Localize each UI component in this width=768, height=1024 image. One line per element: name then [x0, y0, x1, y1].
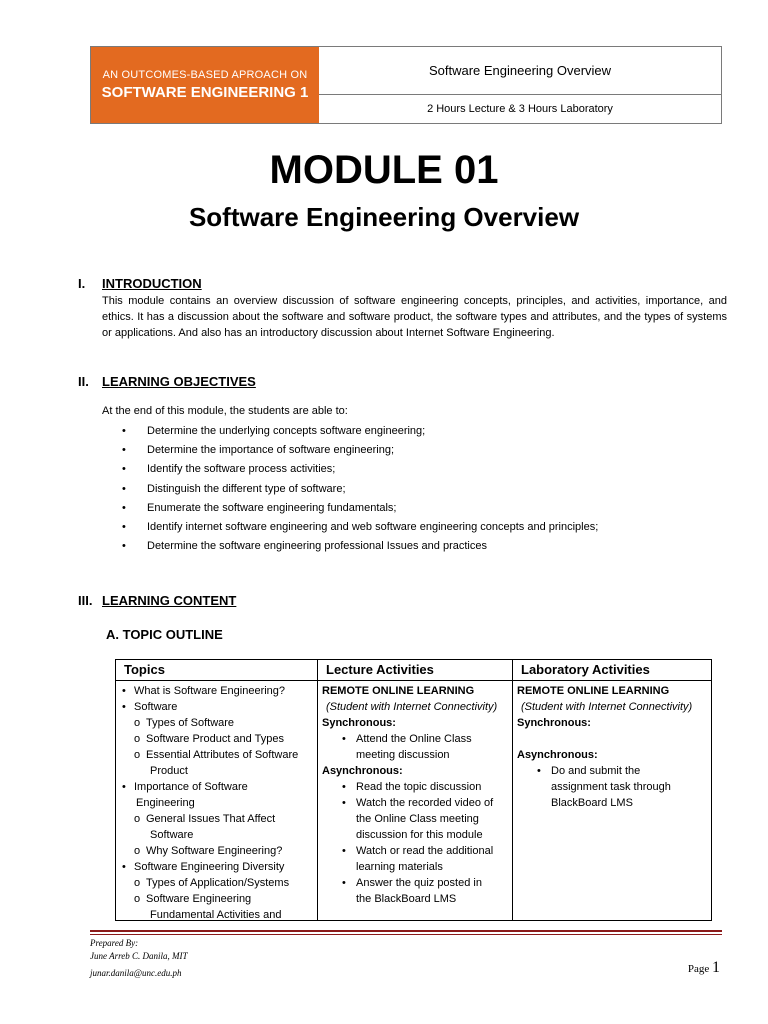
list-item [120, 747, 313, 763]
course-banner [91, 47, 319, 123]
list-item [120, 683, 313, 699]
list-item [120, 843, 313, 859]
list-item [322, 875, 508, 891]
topic-text-continued: Software [150, 829, 194, 841]
objectives-list [102, 423, 598, 557]
topic-text: General Issues That Affect [146, 813, 276, 825]
bullet: • [342, 845, 346, 857]
bullet: o [134, 733, 141, 745]
bullet: • [122, 482, 126, 495]
list-item [322, 795, 508, 811]
footer-rule [90, 934, 722, 935]
synchronous-label: Synchronous: [322, 717, 396, 729]
learning-mode: REMOTE ONLINE LEARNING [322, 685, 475, 697]
bullet: • [122, 463, 126, 476]
bullet: • [342, 781, 346, 793]
objective-text: Determine the underlying concepts software engineering; [147, 425, 426, 437]
topic-text: Software [134, 701, 178, 713]
list-item [120, 875, 313, 891]
topic-text-continued: Product [150, 765, 188, 777]
topic-text: What is Software Engineering? [134, 685, 286, 697]
bullet: • [122, 425, 126, 437]
topic-text: Types of Application/Systems [146, 877, 290, 889]
topics-cell [116, 681, 318, 921]
topic-text: Importance of Software [134, 781, 248, 793]
list-item [120, 731, 313, 747]
module-title: Software Engineering Overview [188, 202, 580, 232]
course-title: SOFTWARE ENGINEERING 1 [101, 84, 309, 101]
section-title: LEARNING CONTENT [102, 593, 237, 608]
section-number: III. [78, 593, 93, 608]
column-header-lecture: Lecture Activities [318, 660, 513, 680]
module-number: MODULE 01 [269, 148, 499, 192]
header-topic: Software Engineering Overview [319, 47, 721, 95]
topic-outline-heading: A. TOPIC OUTLINE [106, 627, 223, 642]
list-item [102, 481, 598, 500]
bullet: • [342, 797, 346, 809]
bullet: o [134, 845, 141, 857]
lecture-activities-cell [318, 681, 513, 921]
activity-text: Read the topic discussion [356, 781, 482, 793]
activity-text: Attend the Online Class [356, 733, 472, 745]
objectives-lead: At the end of this module, the students are able to: [102, 405, 348, 417]
topic-text-continued: Engineering [136, 797, 195, 809]
activity-text-continued: learning materials [356, 861, 443, 873]
bullet: o [134, 749, 141, 761]
activity-text-continued: discussion for this module [356, 829, 483, 841]
section-number: I. [78, 276, 86, 291]
objective-text: Identify the software process activities; [147, 463, 336, 476]
bullet: • [122, 444, 126, 457]
bullet: • [122, 501, 126, 514]
bullet: • [342, 733, 346, 745]
activity-text: Do and submit the [551, 765, 641, 777]
introduction-body: This module contains an overview discussion of software engineering concepts, principles, and activities, importance, and ethics. It has a discussion about the software and software product, the software types and attributes, and the types of systems or applications. And also has an introductory discussion about Internet Software Engineering. [102, 295, 727, 339]
objective-text: Enumerate the software engineering fundamentals; [147, 501, 397, 514]
activity-text-continued: assignment task through [551, 781, 671, 793]
activity-text: Watch or read the additional [356, 845, 494, 857]
activity-text-continued: the BlackBoard LMS [356, 893, 457, 905]
list-item [102, 500, 598, 519]
list-item [120, 715, 313, 731]
topic-text-continued: Fundamental Activities and [150, 909, 282, 921]
spacer [517, 731, 707, 747]
list-item [102, 461, 598, 480]
footer-author-block [90, 937, 188, 980]
list-item [120, 859, 313, 875]
section-objectives-heading [78, 374, 256, 389]
topic-outline-table [115, 659, 712, 921]
learning-mode-note: (Student with Internet Connectivity) [521, 701, 693, 713]
bullet: • [122, 861, 126, 873]
page-label: Page [687, 963, 710, 975]
list-item [120, 891, 313, 907]
list-item [120, 699, 313, 715]
topic-text: Essential Attributes of Software [146, 749, 299, 761]
section-title: INTRODUCTION [102, 276, 202, 291]
list-item [517, 763, 707, 779]
topic-text: Software Product and Types [146, 733, 284, 745]
footer-rule [90, 930, 722, 932]
header-info [319, 47, 721, 123]
asynchronous-label: Asynchronous: [517, 749, 598, 761]
author-name: June Arreb C. Danila, MIT [90, 951, 188, 961]
learning-mode: REMOTE ONLINE LEARNING [517, 685, 670, 697]
bullet: • [122, 781, 126, 793]
learning-mode-note: (Student with Internet Connectivity) [326, 701, 498, 713]
page-number-value: 1 [712, 959, 720, 976]
bullet: • [122, 540, 126, 553]
activity-text-continued: BlackBoard LMS [551, 797, 633, 809]
activity-text-continued: meeting discussion [356, 749, 450, 761]
bullet: o [134, 717, 141, 729]
bullet: • [122, 685, 126, 697]
activity-text-continued: the Online Class meeting [356, 813, 479, 825]
author-email: junar.danila@unc.edu.ph [90, 968, 182, 978]
list-item [102, 519, 598, 538]
topic-text: Software Engineering [146, 893, 252, 905]
section-number: II. [78, 374, 89, 389]
column-header-laboratory: Laboratory Activities [521, 662, 650, 677]
column-header-topics: Topics [116, 660, 318, 680]
header-hours: 2 Hours Lecture & 3 Hours Laboratory [427, 103, 613, 115]
list-item [102, 442, 598, 461]
objective-text: Determine the importance of software engineering; [147, 444, 395, 457]
bullet: • [122, 520, 126, 533]
prepared-by-label: Prepared By: [90, 938, 139, 948]
section-introduction-heading [78, 276, 202, 291]
topic-text: Software Engineering Diversity [134, 861, 285, 873]
list-item [102, 423, 598, 442]
section-content-heading [78, 593, 236, 608]
table-header-row [116, 660, 711, 681]
table-row [116, 681, 711, 921]
list-item [120, 811, 313, 827]
bullet: • [122, 701, 126, 713]
activity-text: Watch the recorded video of [356, 797, 494, 809]
synchronous-label: Synchronous: [517, 717, 591, 729]
topic-text: Why Software Engineering? [146, 845, 283, 857]
asynchronous-label: Asynchronous: [322, 765, 403, 777]
section-title: LEARNING OBJECTIVES [102, 374, 256, 389]
objective-text: Distinguish the different type of software; [147, 482, 346, 495]
course-approach: AN OUTCOMES-BASED APROACH ON [102, 69, 308, 81]
activity-text: Answer the quiz posted in [356, 877, 482, 889]
topic-text: Types of Software [146, 717, 235, 729]
list-item [322, 779, 508, 795]
bullet: o [134, 813, 141, 825]
bullet: o [134, 877, 141, 889]
bullet: o [134, 893, 141, 905]
list-item [322, 731, 508, 747]
objective-text: Determine the software engineering professional Issues and practices [147, 540, 487, 553]
bullet: • [342, 877, 346, 889]
page-number [688, 959, 720, 977]
objective-text: Identify internet software engineering and web software engineering concepts and principles; [147, 520, 599, 533]
list-item [120, 779, 313, 795]
bullet: • [537, 765, 541, 777]
laboratory-activities-cell [513, 681, 711, 921]
module-header [90, 46, 722, 124]
list-item [322, 843, 508, 859]
list-item [102, 538, 598, 557]
